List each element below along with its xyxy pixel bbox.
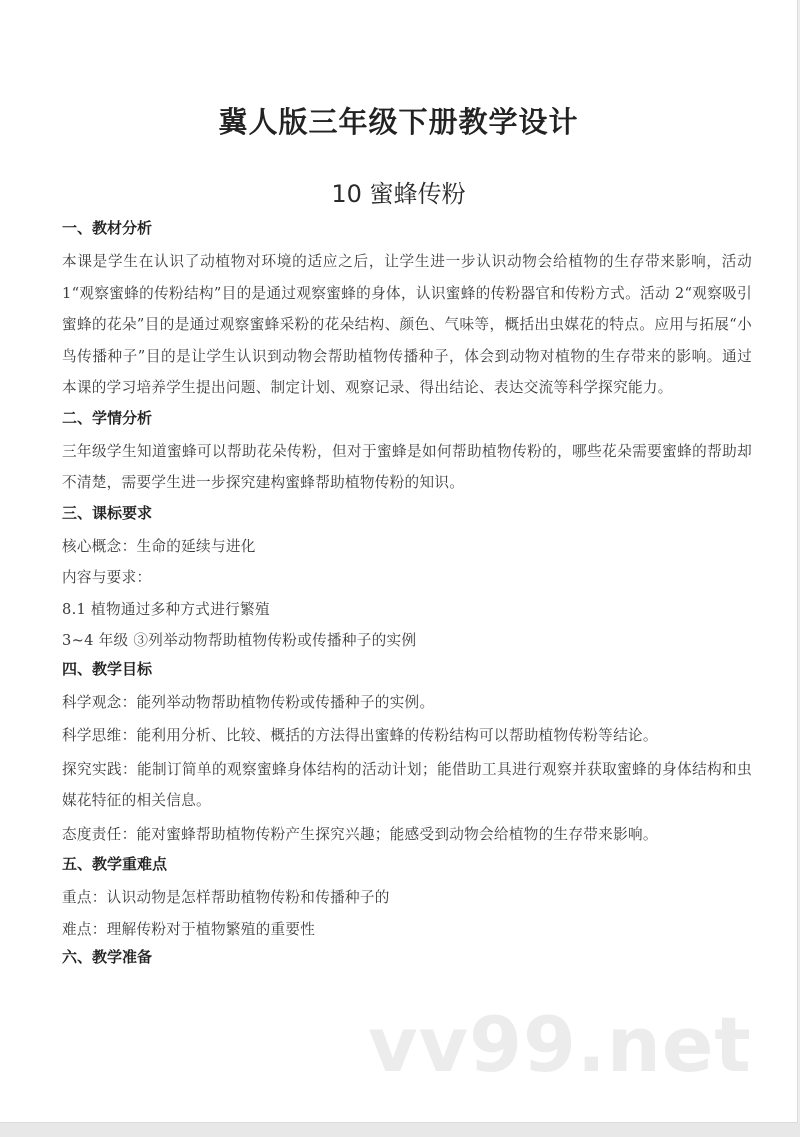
objective-inquiry-practice: 探究实践：能制订简单的观察蜜蜂身体结构的活动计划；能借助工具进行观察并获取蜜蜂的身体结构和虫媒花特征的相关信息。 xyxy=(62,760,752,809)
core-concept-line: 核心概念：生命的延续与进化 xyxy=(62,537,256,555)
section-student-analysis xyxy=(62,406,752,499)
section-heading: 一、教材分析 xyxy=(62,219,153,237)
paragraph: 三年级学生知道蜜蜂可以帮助花朵传粉，但对于蜜蜂是如何帮助植物传粉的，哪些花朵需要蜜蜂的帮助却不清楚，需要学生进一步探究建构蜜蜂帮助植物传粉的知识。 xyxy=(62,442,752,491)
section-heading: 六、教学准备 xyxy=(62,948,153,966)
standard-item: 8.1 植物通过多种方式进行繁殖 xyxy=(62,600,270,618)
document-body xyxy=(62,216,752,975)
objective-science-thinking: 科学思维：能利用分析、比较、概括的方法得出蜜蜂的传粉结构可以帮助植物传粉等结论。 xyxy=(62,727,658,744)
watermark: vv99.net xyxy=(368,1000,752,1089)
lesson-title: 10 蜜蜂传粉 xyxy=(331,180,466,208)
document-title: 冀人版三年级下册教学设计 xyxy=(218,105,579,139)
key-point: 重点：认识动物是怎样帮助植物传粉和传播种子的 xyxy=(62,889,390,906)
section-curriculum-standards xyxy=(62,501,752,657)
objective-science-concept: 科学观念：能列举动物帮助植物传粉或传播种子的实例。 xyxy=(62,693,435,711)
content-requirements-label: 内容与要求： xyxy=(62,569,152,586)
section-textbook-analysis xyxy=(62,216,752,404)
objective-attitude: 态度责任：能对蜜蜂帮助植物传粉产生探究兴趣；能感受到动物会给植物的生存带来影响。 xyxy=(62,825,658,843)
section-key-difficulties xyxy=(62,852,752,945)
grade-requirement: 3~4 年级 ③列举动物帮助植物传粉或传播种子的实例 xyxy=(62,632,417,649)
difficult-point: 难点：理解传粉对于植物繁殖的重要性 xyxy=(62,920,316,938)
section-heading: 二、学情分析 xyxy=(62,408,153,427)
section-heading: 三、课标要求 xyxy=(62,503,153,522)
paragraph: 本课是学生在认识了动植物对环境的适应之后，让学生进一步认识动物会给植物的生存带来影响，活动 1“观察蜜蜂的传粉结构”目的是通过观察蜜蜂的身体，认识蜜蜂的传粉器官和传粉方式。活动 2“观察吸引蜜蜂的花朵”目的是通过观察蜜蜂采粉的花朵结构、颜色、气味等，概括出虫媒花的特点。应用与拓展“小鸟传播种子”目的是让学生认识到动物会帮助植物传播种子，体会到动物对植物的生存带来的影响。通过本课的学习培养学生提出问题、制定计划、观察记录、得出结论、表达交流等科学探究能力。 xyxy=(62,253,752,396)
section-heading: 五、教学重难点 xyxy=(62,855,168,873)
section-teaching-objectives xyxy=(62,657,752,851)
page-gap xyxy=(0,1123,800,1137)
section-heading: 四、教学目标 xyxy=(62,659,153,678)
section-teaching-preparation xyxy=(62,945,752,975)
